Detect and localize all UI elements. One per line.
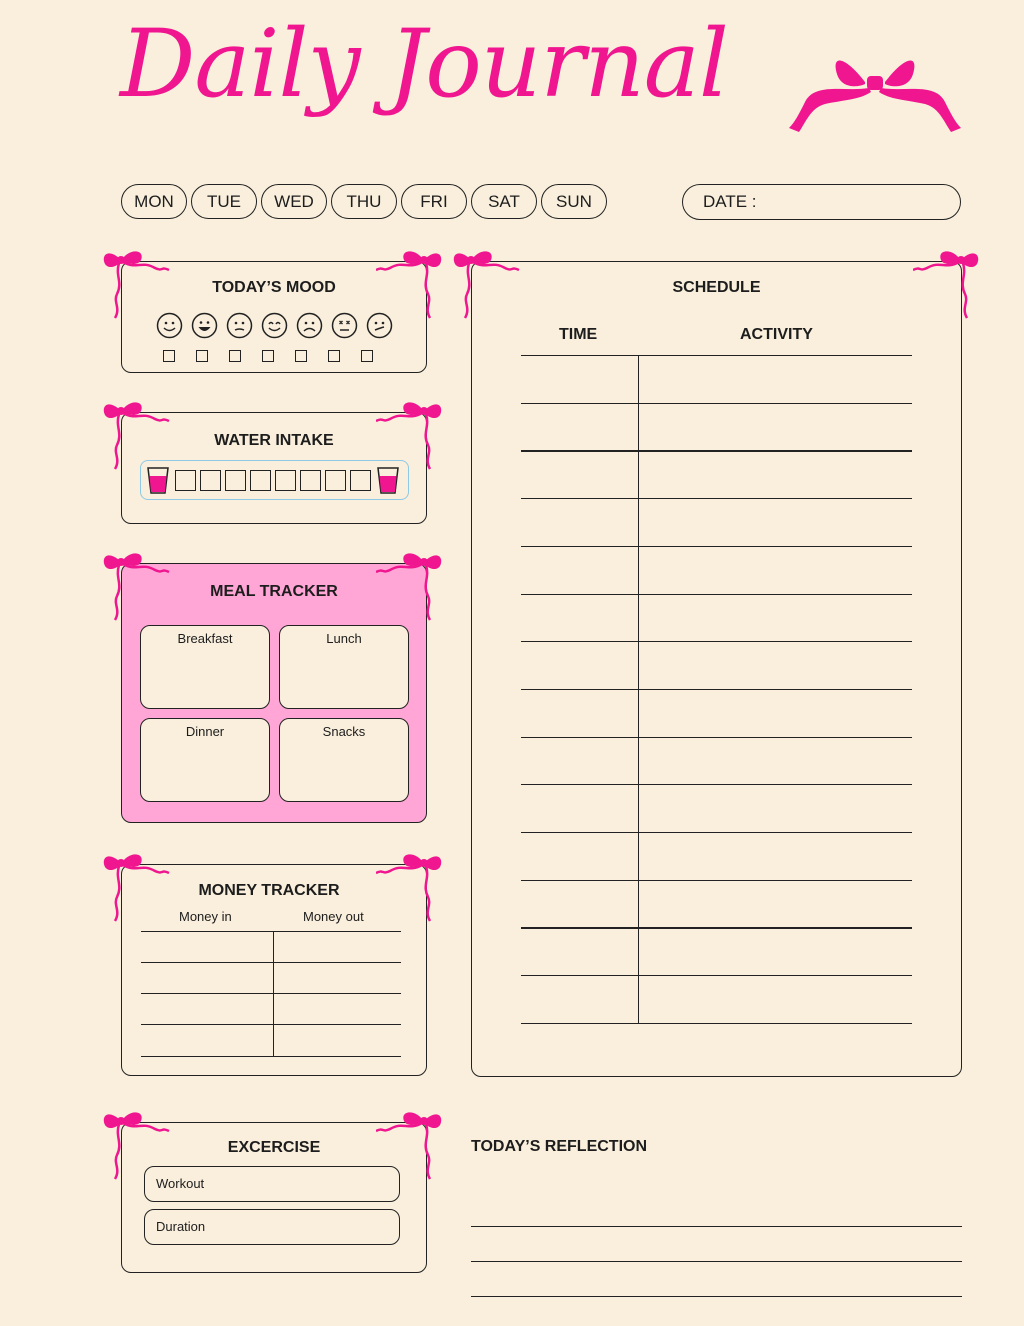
- ribbon-icon: [376, 246, 446, 326]
- money-out-label: Money out: [303, 909, 364, 924]
- mood-checkbox[interactable]: [163, 350, 175, 362]
- dinner-label: Dinner: [185, 724, 225, 739]
- reflection-line[interactable]: [471, 1226, 962, 1227]
- sad-icon: [296, 312, 323, 339]
- mood-checkbox[interactable]: [229, 350, 241, 362]
- neutral-icon: [226, 312, 253, 339]
- time-header: TIME: [559, 326, 598, 343]
- water-checkbox[interactable]: [225, 470, 246, 491]
- duration-field[interactable]: [144, 1209, 400, 1245]
- date-field[interactable]: [682, 184, 961, 220]
- water-checkbox[interactable]: [200, 470, 221, 491]
- mood-checkbox[interactable]: [361, 350, 373, 362]
- ribbon-icon: [376, 849, 446, 929]
- bow-icon: [785, 52, 965, 136]
- water-title: WATER INTAKE: [214, 432, 334, 449]
- schedule-row-line: [521, 880, 912, 881]
- reflection-line[interactable]: [471, 1296, 962, 1297]
- water-checkbox[interactable]: [250, 470, 271, 491]
- schedule-row-line: [521, 689, 912, 690]
- schedule-row-line: [521, 594, 912, 595]
- day-wed-button[interactable]: WED: [261, 184, 327, 219]
- mood-checkbox[interactable]: [328, 350, 340, 362]
- reflection-line[interactable]: [471, 1261, 962, 1262]
- schedule-row-line: [521, 355, 912, 356]
- ribbon-icon: [376, 548, 446, 628]
- schedule-row-line: [521, 737, 912, 738]
- lunch-box[interactable]: [279, 625, 409, 709]
- mood-title: TODAY’S MOOD: [212, 279, 336, 296]
- page-title: Daily Journal: [120, 10, 728, 119]
- money-in-label: Money in: [179, 909, 232, 924]
- schedule-row-line: [521, 784, 912, 785]
- workout-field[interactable]: [144, 1166, 400, 1202]
- ribbon-icon: [376, 397, 446, 477]
- mood-checkbox[interactable]: [262, 350, 274, 362]
- activity-header: ACTIVITY: [740, 326, 813, 343]
- snacks-box[interactable]: [279, 718, 409, 802]
- lunch-label: Lunch: [326, 631, 362, 646]
- happy-eyes-icon: [261, 312, 288, 339]
- schedule-title: SCHEDULE: [672, 279, 761, 296]
- dinner-box[interactable]: [140, 718, 270, 802]
- mood-checkbox[interactable]: [295, 350, 307, 362]
- schedule-row-line: [521, 1023, 912, 1024]
- grin-icon: [191, 312, 218, 339]
- breakfast-label: Breakfast: [177, 631, 233, 646]
- date-label: DATE :: [703, 192, 757, 211]
- ribbon-icon: [101, 1107, 171, 1187]
- water-tracker: [140, 460, 409, 500]
- ribbon-icon: [451, 246, 521, 326]
- mood-checkbox[interactable]: [196, 350, 208, 362]
- water-checkbox[interactable]: [300, 470, 321, 491]
- schedule-row-line: [521, 927, 912, 928]
- ribbon-icon: [376, 1107, 446, 1187]
- day-thu-button[interactable]: THU: [331, 184, 397, 219]
- water-checkbox[interactable]: [175, 470, 196, 491]
- day-sat-button[interactable]: SAT: [471, 184, 537, 219]
- water-checkbox[interactable]: [275, 470, 296, 491]
- schedule-row-line: [521, 498, 912, 499]
- meal-title: MEAL TRACKER: [210, 583, 338, 600]
- schedule-row-line: [521, 832, 912, 833]
- day-sun-button[interactable]: SUN: [541, 184, 607, 219]
- schedule-card: [471, 261, 962, 1077]
- day-fri-button[interactable]: FRI: [401, 184, 467, 219]
- money-title: MONEY TRACKER: [198, 882, 340, 899]
- day-mon-button[interactable]: MON: [121, 184, 187, 219]
- reflection-title: TODAY’S REFLECTION: [471, 1138, 648, 1155]
- exercise-title: EXCERCISE: [227, 1139, 321, 1156]
- water-checkbox[interactable]: [350, 470, 371, 491]
- schedule-row-line: [521, 546, 912, 547]
- duration-label: Duration: [156, 1219, 206, 1234]
- dizzy-icon: [331, 312, 358, 339]
- ribbon-icon: [101, 849, 171, 929]
- workout-label: Workout: [156, 1176, 205, 1191]
- snacks-label: Snacks: [322, 724, 366, 739]
- day-tue-button[interactable]: TUE: [191, 184, 257, 219]
- water-checkbox[interactable]: [325, 470, 346, 491]
- schedule-row-line: [521, 403, 912, 404]
- ribbon-icon: [101, 246, 171, 326]
- ribbon-icon: [101, 548, 171, 628]
- ribbon-icon: [101, 397, 171, 477]
- schedule-row-line: [521, 975, 912, 976]
- breakfast-box[interactable]: [140, 625, 270, 709]
- schedule-row-line: [521, 450, 912, 451]
- ribbon-icon: [913, 246, 983, 326]
- schedule-row-line: [521, 641, 912, 642]
